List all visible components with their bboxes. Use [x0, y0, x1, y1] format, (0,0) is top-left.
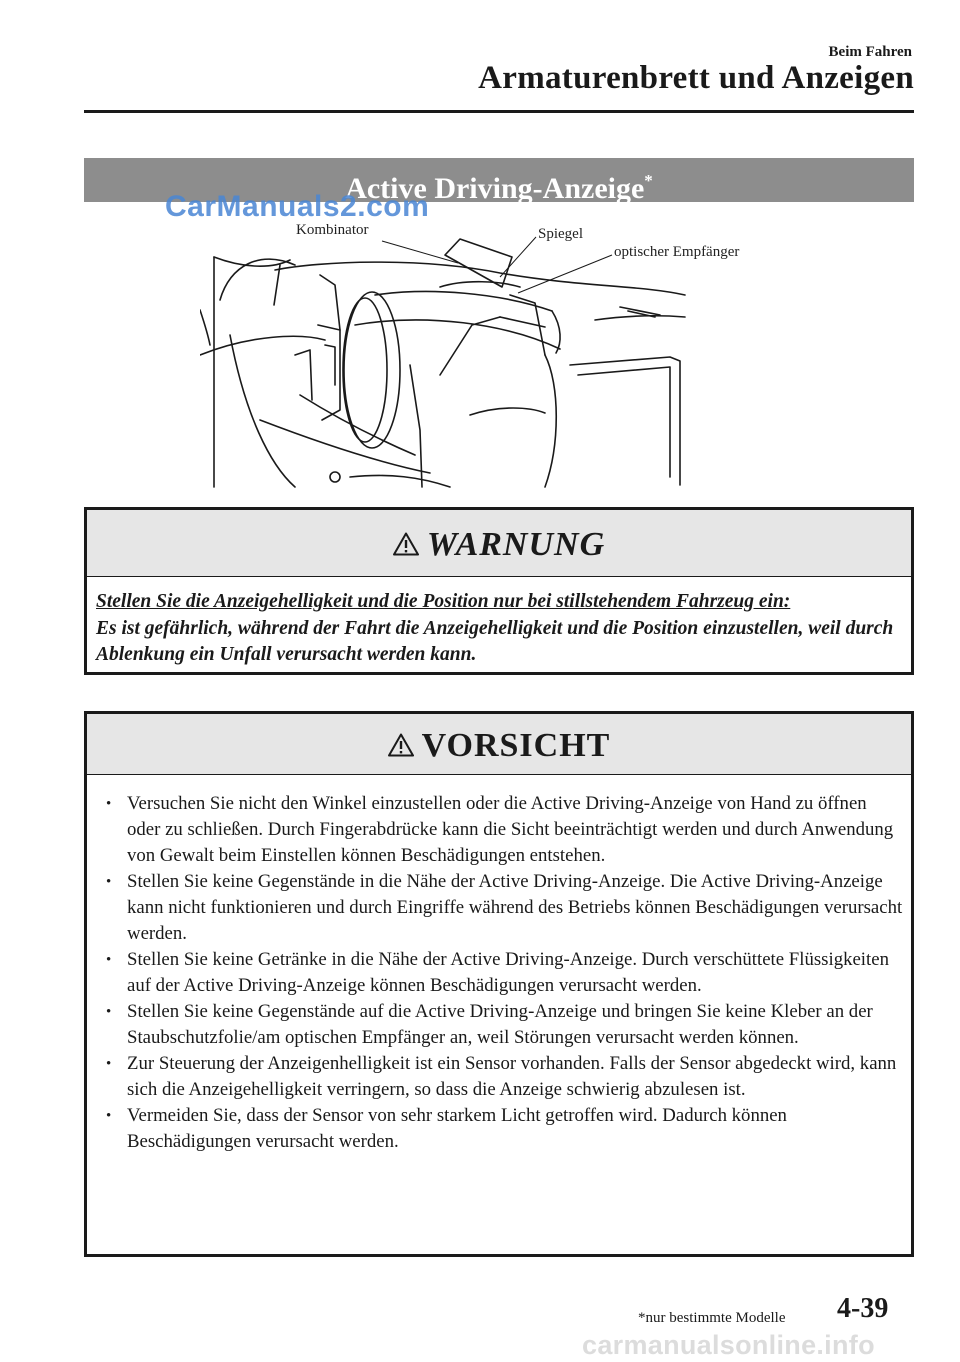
site-watermark: carmanualsonline.info: [582, 1330, 875, 1360]
label-optischer-empfaenger: optischer Empfänger: [614, 244, 740, 260]
warning-header: [87, 510, 911, 577]
caution-item: • Stellen Sie keine Gegenstände in die Nähe der Active Driving-Anzeige. Die Active Driving-Anzeige kann nicht funktionieren und durch Eingriffe während des Betriebs können Beschädigungen verursacht werden.: [105, 869, 903, 947]
caution-item: • Stellen Sie keine Getränke in die Nähe der Active Driving-Anzeige. Durch verschüttete Flüssigkeiten auf der Active Driving-Anzeige können Beschädigungen verursacht werden.: [105, 947, 903, 999]
caution-item: • Versuchen Sie nicht den Winkel einzustellen oder die Active Driving-Anzeige von Hand zu öffnen oder zu schließen. Durch Fingerabdrücke kann die Sicht beeinträchtigt werden und durch Anwendung von Gewalt beim Einstellen können Beschädigungen entstehen.: [105, 791, 903, 869]
caution-item: • Vermeiden Sie, dass der Sensor von sehr starkem Licht getroffen wird. Dadurch können Beschädigungen verursacht werden.: [105, 1103, 903, 1155]
warning-box: [84, 507, 914, 675]
warning-triangle-icon: [393, 532, 419, 556]
caution-list: [87, 775, 911, 1155]
leader-kombinator: [382, 241, 458, 263]
caution-box: [84, 711, 914, 1257]
section-title: Active Driving-Anzeige: [345, 172, 645, 205]
leader-optisch: [518, 255, 612, 293]
label-kombinator: Kombinator: [296, 222, 369, 238]
page-number: 4-39: [837, 1293, 889, 1324]
footnote: *nur bestimmte Modelle: [638, 1310, 786, 1326]
watermark: CarManuals2.com: [165, 190, 430, 223]
caution-item: • Stellen Sie keine Gegenstände auf die Active Driving-Anzeige und bringen Sie keine Kleber an der Staubschutzfolie/am optischen Empfänger an, weil Störungen verursacht werden können.: [105, 999, 903, 1051]
page-title: Armaturenbrett und Anzeigen: [478, 60, 914, 96]
section-marker: *: [644, 171, 653, 190]
header-section: Beim Fahren: [828, 44, 912, 60]
warning-body: Es ist gefährlich, während der Fahrt die Anzeigehelligkeit und die Position einzustellen, weil durch Ablenkung ein Unfall verursacht werden kann.: [96, 617, 894, 665]
label-spiegel: Spiegel: [538, 226, 583, 242]
caution-heading: VORSICHT: [421, 727, 611, 764]
caution-header: [87, 714, 911, 775]
warning-text: [87, 577, 911, 669]
caution-item: • Zur Steuerung der Anzeigenhelligkeit ist ein Sensor vorhanden. Falls der Sensor abgedeckt wird, kann sich die Anzeigehelligkeit verringern, so dass die Anzeige schwierig abzulesen ist.: [105, 1051, 903, 1103]
figure: [200, 215, 790, 490]
header-rule: [84, 110, 914, 113]
caution-triangle-icon: [388, 733, 414, 757]
leader-spiegel: [500, 237, 536, 277]
warning-heading: WARNUNG: [426, 526, 606, 563]
warning-underlined: Stellen Sie die Anzeigehelligkeit und die Position nur bei stillstehendem Fahrzeug ein:: [96, 591, 791, 612]
